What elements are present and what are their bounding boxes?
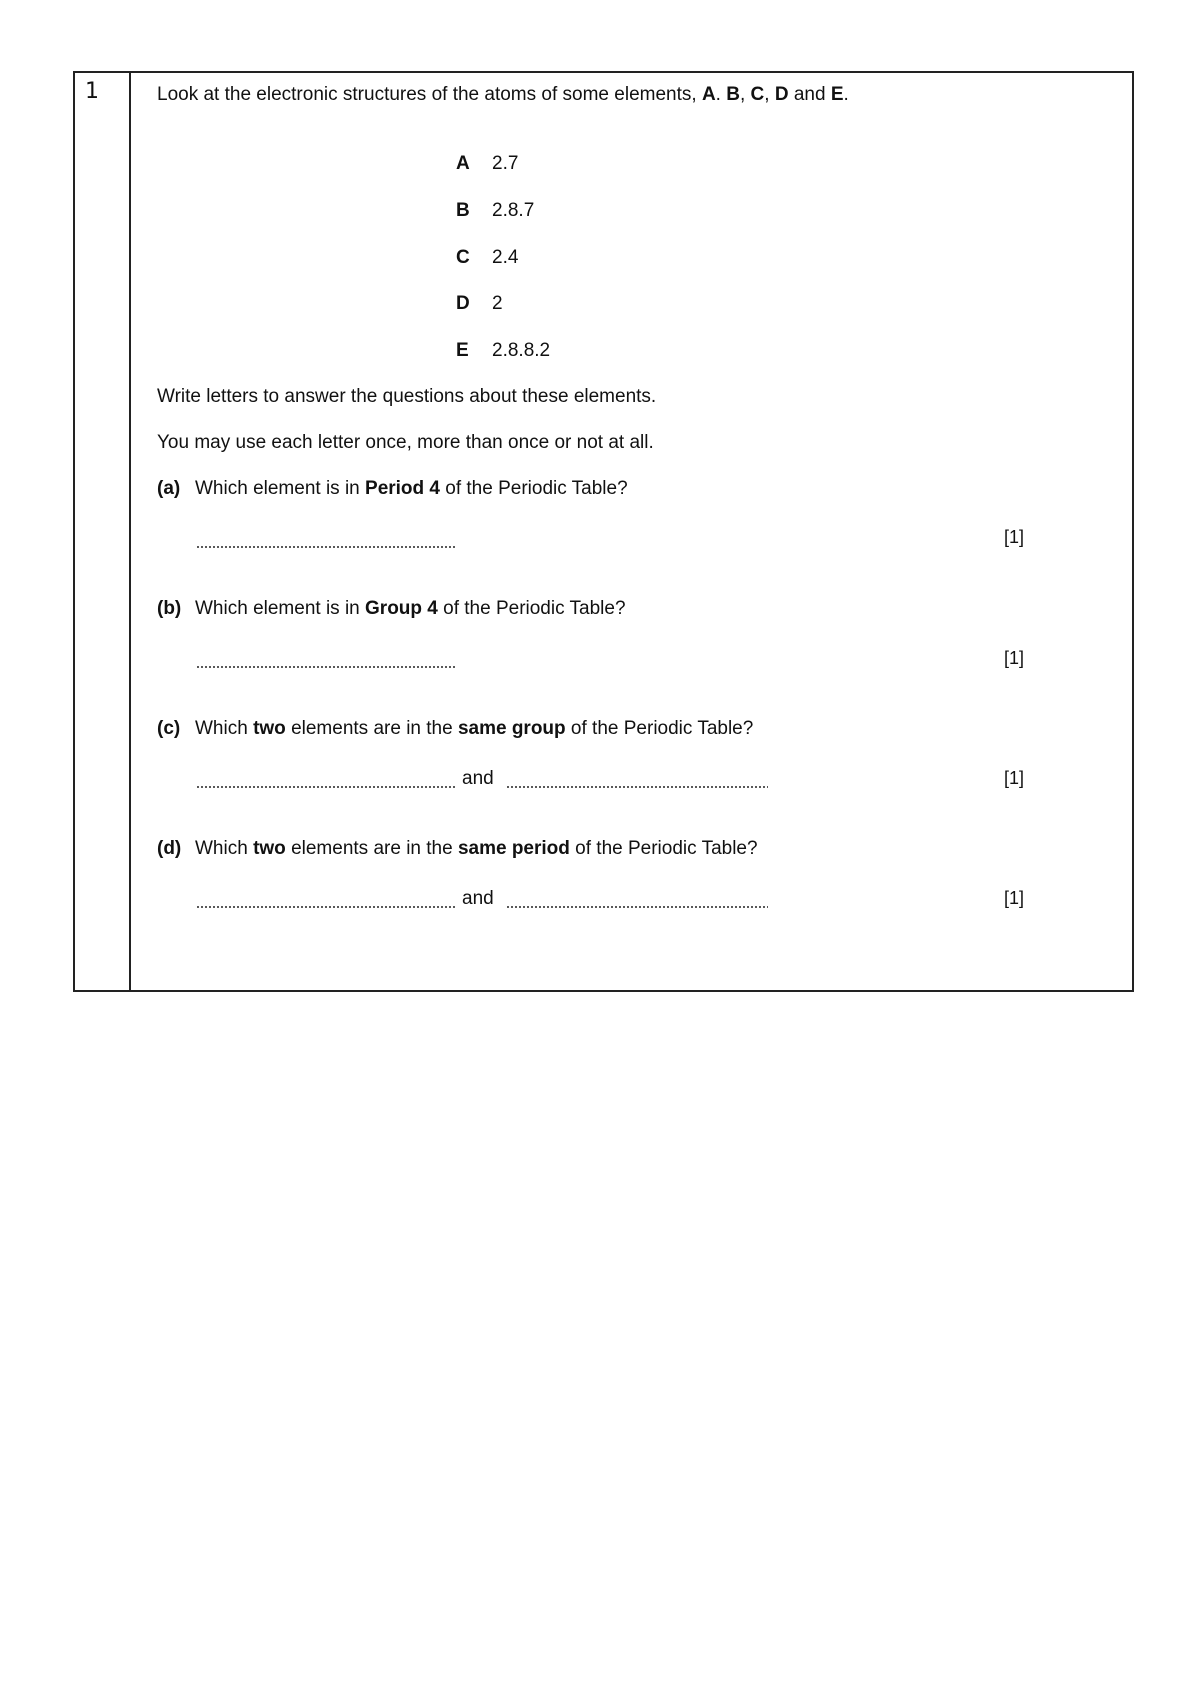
part-b-answer-line[interactable]: [196, 666, 456, 668]
part-a-mark: [1]: [1004, 527, 1025, 547]
part-c-connector: and: [462, 768, 494, 789]
element-row-c: C 2.4: [456, 247, 519, 268]
part-d-mark: [1]: [1004, 888, 1025, 908]
element-row-b: B 2.8.7: [456, 200, 535, 221]
part-a-question: (a) Which element is in Period 4 of the Periodic Table?: [157, 478, 628, 499]
part-a-answer-line[interactable]: [196, 546, 456, 548]
intro-text: Look at the electronic structures of the atoms of some elements, A. B, C, D and E.: [157, 84, 849, 105]
part-c-question: (c) Which two elements are in the same group of the Periodic Table?: [157, 718, 754, 739]
part-b-question: (b) Which element is in Group 4 of the Periodic Table?: [157, 598, 626, 619]
element-row-d: D 2: [456, 293, 503, 314]
question-number: 1: [85, 79, 99, 104]
question-number-column: [75, 73, 131, 990]
part-d-connector: and: [462, 888, 494, 909]
part-b-mark: [1]: [1004, 648, 1025, 668]
part-d-question: (d) Which two elements are in the same period of the Periodic Table?: [157, 838, 758, 859]
instruction-1: Write letters to answer the questions about these elements.: [157, 386, 657, 407]
instruction-2: You may use each letter once, more than once or not at all.: [157, 432, 654, 453]
part-c-answer-line-2[interactable]: [506, 786, 768, 788]
part-d-answer-line-2[interactable]: [506, 906, 768, 908]
part-c-mark: [1]: [1004, 768, 1025, 788]
part-c-answer-line-1[interactable]: [196, 786, 456, 788]
element-row-e: E 2.8.8.2: [456, 340, 551, 361]
part-d-answer-line-1[interactable]: [196, 906, 456, 908]
element-row-a: A 2.7: [456, 153, 519, 174]
